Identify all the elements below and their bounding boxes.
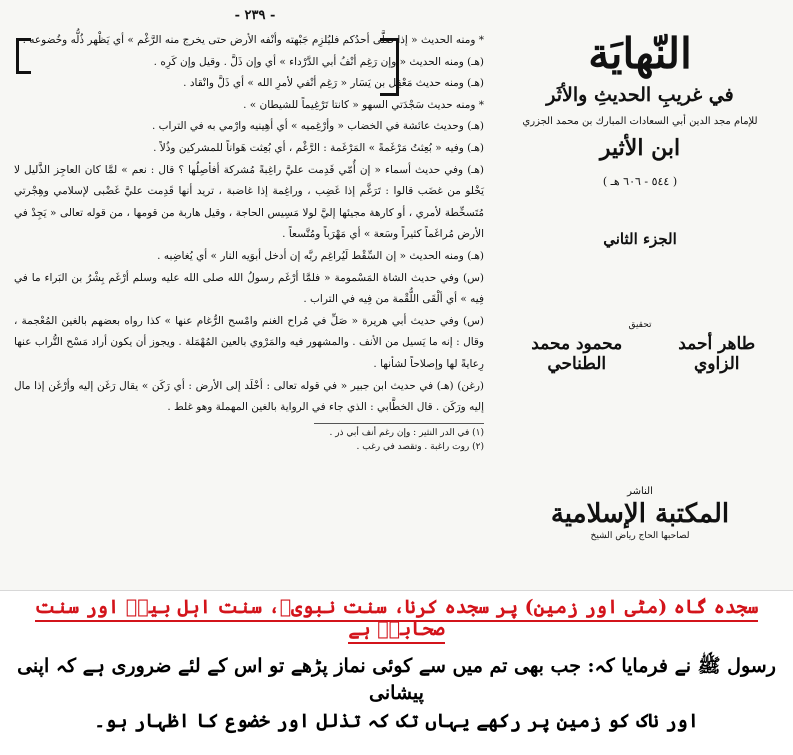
- urdu-headline: [0, 596, 793, 640]
- entry-paragraph: (هـ) ومنه الحديث « إن السِّقْط لَيُراغِم ربَّه إن أدخل أبوَيه النار » أي يُغاضِبه .: [157, 249, 484, 262]
- dictionary-column: [14, 30, 484, 585]
- entry-paragraph: * ومنه حديث سَجْدَتي السهو « كانتا تَرْغِيماً للشيطان » .: [243, 98, 484, 111]
- entry-paragraph: (س) وفي حديث الشاة المَسْمومة « فلمَّا أرْغَم رسولُ الله صلى الله عليه وسلم أرْغَم بِشْرُ بن البَراء ما في فِيه » أي ألْقَى اللُّقْمة من فِيه في التراب .: [14, 271, 484, 306]
- publisher-label: الناشر: [627, 486, 653, 497]
- editor-name: محمود محمد الطناحي: [531, 334, 623, 374]
- footnote: (١) في الدر النثير : وإن رغم أنف أبي ذر .: [329, 427, 484, 438]
- volume-label: الجزء الثاني: [603, 230, 677, 248]
- page-number: - ٢٣٩ -: [234, 8, 276, 23]
- book-title: النّهايَة: [588, 29, 692, 78]
- entry-paragraph: (هـ) ومنه الحديث « وإن رَغِم أنْفُ أبي الدَّرْداء » أي وإن ذَلَّ . وقيل وإن كَرِه .: [153, 55, 484, 68]
- title-page: [500, 20, 780, 580]
- urdu-body-line: رسول ﷺ نے فرمایا کہ: جب بھی تم میں سے کوئی نماز پڑھے تو اس کے لئے ضروری ہے کہ اپنی پیشانی: [17, 655, 776, 704]
- author-dates: ( ٥٤٤ - ٦٠٦ هـ ): [602, 175, 678, 188]
- footnote-rule: [314, 423, 484, 424]
- editors: [500, 334, 780, 374]
- entry-paragraph: (هـ) ومنه حديث مَعْقِل بن يَسَار « رَغِم أنْفي لأمرِ الله » أي ذَلَّ وانْقاد .: [183, 77, 484, 90]
- entry-paragraph: (هـ) وفي حديث أسماء « إن أُمّي قَدِمت عليَّ راغِبةً مُشركة أفأصِلُها ؟ قال : نعم » لمَّا كان العاجِز الذَّليل لا يَخْلو من غضَب قالوا : تَرَغَّم إذا غَضِب ، وراغِمة إذا غاضبة ، تريد أنها قَدِمت عليَّ غَضْبى لإسلامي وهِجْرتي مُتَسخِّطة لأمري ، أو كارهة مجيئها إليَّ لولا مَسِيس الحاجة ، وقيل هاربة من قومها ، من قوله تعالى « يَجِدْ في الأرض مُراغَماً كثيراً وسَعة » أي مَهْرَباً ومُتَّسعاً .: [14, 163, 484, 241]
- publisher-owner: لصاحبها الحاج رياض الشيخ: [590, 531, 690, 541]
- footnote: (٢) روت راغبة . وتقصد في رغب .: [356, 441, 484, 452]
- urdu-headline-text: سجدہ گاہ (مٹی اور زمین) پر سجدہ کرنا، سنت نبویﷺ، سنت اہل بیتؑ اور سنت صحابہؓ ہے: [35, 596, 759, 644]
- author-name: ابن الأثير: [599, 135, 681, 161]
- entry-paragraph: (س) وفي حديث أبي هريرة « صَلِّ في مُراح الغنم وامْسح الرُّغام عنها » كذا رواه بعضهم بالغين المُعْجمة ، وقال : إنه ما يَسيل من الأنف . والمشهور فيه والمَرْوي بالعين المُهْمَلة . ويجوز أن يكون أراد مَسْح التُّراب عنها رِعايةً لها وإصلاحاً لشأنها .: [14, 314, 484, 370]
- urdu-body-line: اور ناک کو زمین پر رکھے یہاں تک کہ تذلل اور خضوع کا اظہار ہو۔: [94, 710, 699, 732]
- editor-name: طاهر أحمد الزاوي: [678, 334, 756, 374]
- entry-paragraph: * ومنه الحديث « إذا صلَّى أحدُكم فليُلزِم جَبْهته وأنْفه الأرض حتى يخرج منه الرَّغْم » أي يَظْهر ذُلُّه وخُضوعه .: [22, 34, 484, 46]
- tahqiq-label: تحقيق: [628, 320, 652, 330]
- book-subtitle: في غريبِ الحديثِ والأثَر: [546, 84, 734, 106]
- entry-paragraph: (هـ) وفيه « بُعِثتُ مَرْغَمةً » المَرْغَمة : الرَّغْم ، أي بُعِثت هَواناً للمشركين وذُلاً .: [153, 141, 484, 154]
- publisher-name: المكتبة الإسلامية: [550, 499, 730, 529]
- entry-paragraph: (رغن) (هـ) في حديث ابن جبير « في قوله تعالى : أخْلَد إلى الأرض : أي رَكَن » يقال رَغَن إليه وأرْغَن إذا مال إليه ورَكَن . قال الخطَّابي : الذي جاء في الرواية بالغين المهملة وهو غلط .: [14, 379, 484, 414]
- author-line: للإمام مجد الدين أبي السعادات المبارك بن محمد الجزري: [522, 116, 758, 127]
- entry-paragraph: (هـ) وحديث عائشة في الخضاب « وأرْغِميه » أي أهِينيه وارْمي به في التراب .: [151, 120, 484, 133]
